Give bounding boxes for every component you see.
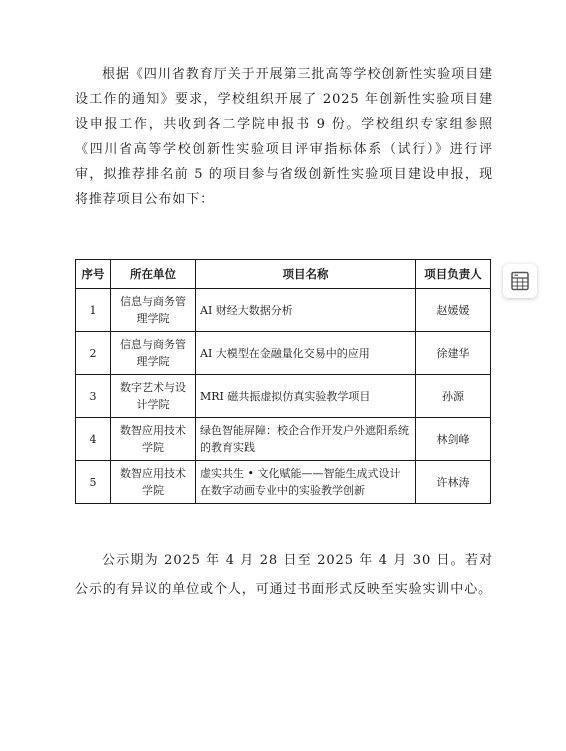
- table-row: [76, 289, 491, 332]
- intro-paragraph: 根据《四川省教育厅关于开展第三批高等学校创新性实验项目建设工作的通知》要求，学校组织开展了 2025 年创新性实验项目建设申报工作，共收到各二学院申报书 9 份。学校组织专家组参照《四川省高等学校创新性实验项目评审指标体系（试行）》进行评审，拟推荐排名前 5 的项目参与省级创新性实验项目建设申报，现将推荐项目公布如下：: [75, 67, 493, 207]
- row-lead: 许林涛: [416, 461, 491, 504]
- row-project-name: 虚实共生 • 文化赋能——智能生成式设计在数字动画专业中的实验教学创新: [196, 461, 416, 504]
- row-no: 5: [76, 461, 111, 504]
- calculator-button[interactable]: [503, 264, 537, 298]
- row-no: 4: [76, 418, 111, 461]
- row-unit: 信息与商务管理学院: [111, 289, 196, 332]
- row-lead: 徐建华: [416, 332, 491, 375]
- row-unit: 数字艺术与设计学院: [111, 375, 196, 418]
- row-project-name: AI 财经大数据分析: [196, 289, 416, 332]
- header-unit: 所在单位: [111, 260, 196, 289]
- row-lead: 赵媛媛: [416, 289, 491, 332]
- row-no: 2: [76, 332, 111, 375]
- row-no: 1: [76, 289, 111, 332]
- project-table: [75, 259, 491, 504]
- table-row: [76, 461, 491, 504]
- row-project-name: AI 大模型在金融量化交易中的应用: [196, 332, 416, 375]
- table-row: [76, 332, 491, 375]
- row-lead: 林剑峰: [416, 418, 491, 461]
- row-project-name: MRI 磁共振虚拟仿真实验教学项目: [196, 375, 416, 418]
- table-row: [76, 418, 491, 461]
- header-name: 项目名称: [196, 260, 416, 289]
- row-unit: 数智应用技术学院: [111, 418, 196, 461]
- calculator-icon: [509, 270, 531, 292]
- header-lead: 项目负责人: [416, 260, 491, 289]
- table-header-row: [76, 260, 491, 289]
- header-no: 序号: [76, 260, 111, 289]
- row-unit: 信息与商务管理学院: [111, 332, 196, 375]
- row-unit: 数智应用技术学院: [111, 461, 196, 504]
- row-lead: 孙源: [416, 375, 491, 418]
- row-no: 3: [76, 375, 111, 418]
- table-row: [76, 375, 491, 418]
- closing-paragraph: 公示期为 2025 年 4 月 28 日至 2025 年 4 月 30 日。若对公示的有异议的单位或个人，可通过书面形式反映至实验实训中心。: [75, 553, 493, 597]
- row-project-name: 绿色智能屏障：校企合作开发户外遮阳系统的教育实践: [196, 418, 416, 461]
